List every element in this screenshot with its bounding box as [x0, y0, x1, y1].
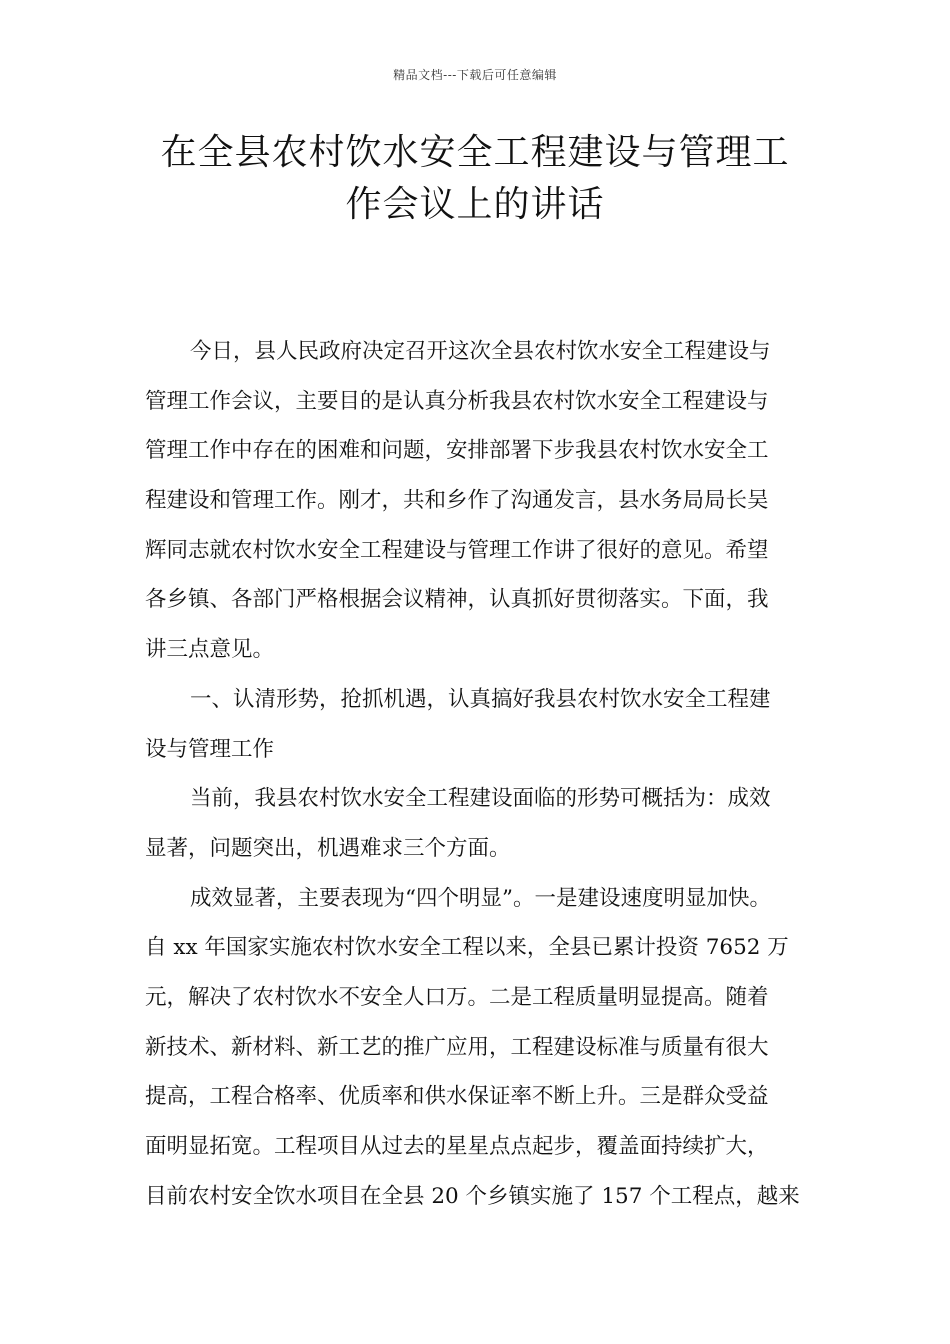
paragraph-line: 提高，工程合格率、优质率和供水保证率不断上升。三是群众受益: [145, 1084, 769, 1110]
paragraph-line: 新技术、新材料、新工艺的推广应用，工程建设标准与质量有很大: [145, 1034, 769, 1060]
header-note: 精品文档---下载后可任意编辑: [393, 68, 557, 82]
paragraph-line: 目前农村安全饮水项目在全县 20 个乡镇实施了 157 个工程点，越来: [145, 1183, 800, 1209]
paragraph-line: 成效显著，主要表现为“四个明显”。一是建设速度明显加快。: [190, 885, 771, 911]
paragraph-line: 面明显拓宽。工程项目从过去的星星点点起步，覆盖面持续扩大，: [145, 1134, 769, 1159]
paragraph-line: 当前，我县农村饮水安全工程建设面临的形势可概括为：成效: [190, 786, 771, 812]
paragraph-line: 一、认清形势，抢抓机遇，认真搞好我县农村饮水安全工程建: [190, 686, 771, 712]
title-line-2: 作会议上的讲话: [345, 184, 605, 225]
paragraph-line: 程建设和管理工作。刚才，共和乡作了沟通发言，县水务局局长吴: [145, 488, 769, 514]
section-heading-1: [145, 675, 825, 774]
paragraph-line: 管理工作会议，主要目的是认真分析我县农村饮水安全工程建设与: [145, 388, 769, 414]
paragraph-line: 自 xx 年国家实施农村饮水安全工程以来，全县已累计投资 7652 万: [145, 935, 789, 961]
paragraph-line: 讲三点意见。: [145, 637, 275, 663]
paragraph-line: 今日，县人民政府决定召开这次全县农村饮水安全工程建设与: [190, 339, 771, 364]
paragraph-line: 各乡镇、各部门严格根据会议精神，认真抓好贯彻落实。下面，我: [145, 587, 769, 613]
document-body: [145, 327, 825, 1221]
document-title: [140, 127, 810, 231]
title-line-1: 在全县农村饮水安全工程建设与管理工: [160, 132, 790, 173]
paragraph-intro: [145, 327, 825, 675]
paragraph-line: 设与管理工作: [145, 736, 275, 762]
paragraph-achievements: [145, 874, 825, 1222]
paragraph-line: 管理工作中存在的困难和问题，安排部署下步我县农村饮水安全工: [145, 438, 769, 464]
paragraph-situation: [145, 774, 825, 873]
paragraph-line: 元，解决了农村饮水不安全人口万。二是工程质量明显提高。随着: [145, 984, 769, 1010]
paragraph-line: 显著，问题突出，机遇难求三个方面。: [145, 835, 511, 861]
paragraph-line: 辉同志就农村饮水安全工程建设与管理工作讲了很好的意见。希望: [145, 537, 769, 563]
